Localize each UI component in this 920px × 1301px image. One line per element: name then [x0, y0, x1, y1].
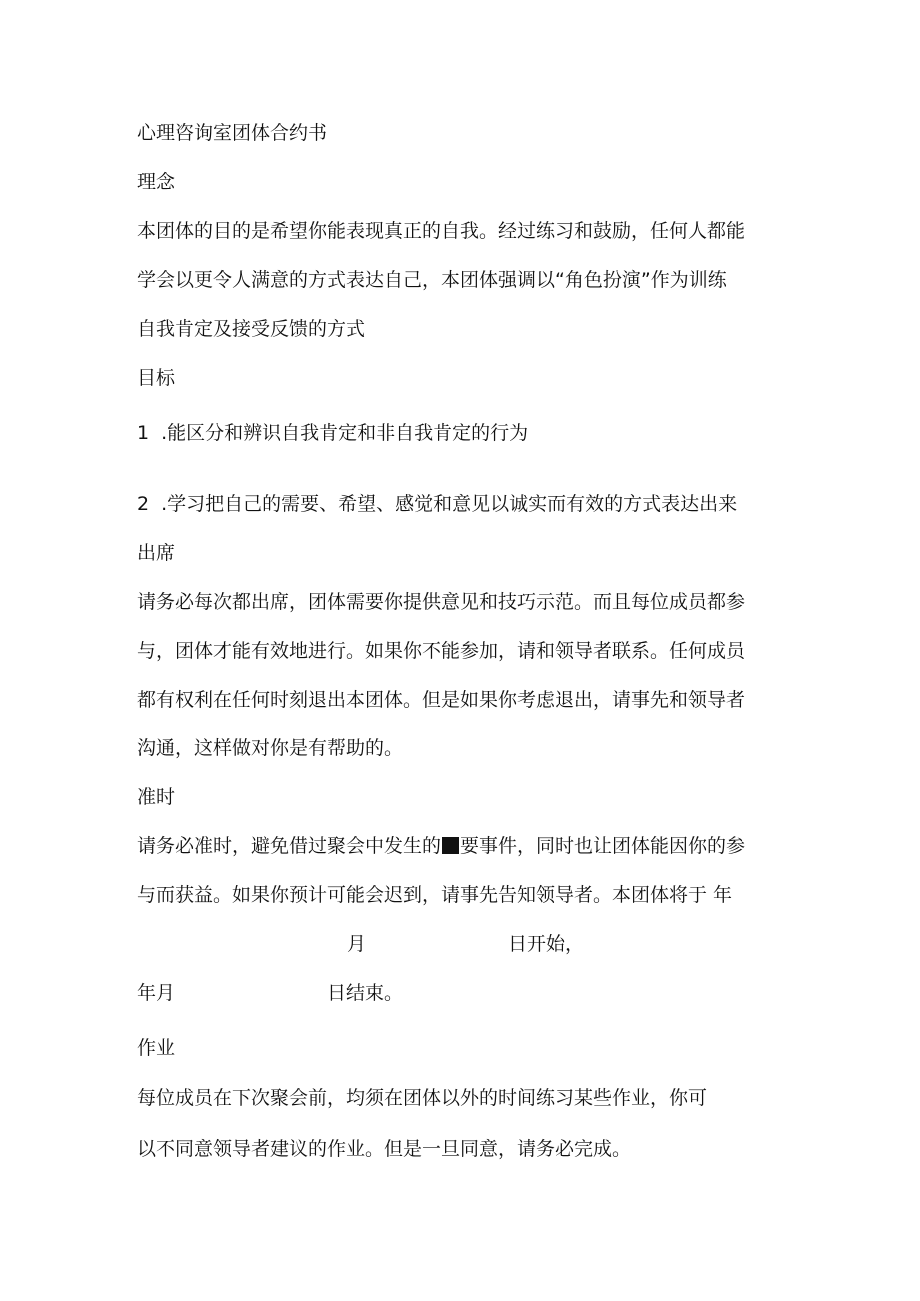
goal-item [137, 421, 528, 445]
goal-text: .能区分和辨识自我肯定和非自我肯定的行为 [161, 422, 529, 444]
section-heading-goals: 目标 [137, 367, 176, 389]
document-title: 心理咨询室团体合约书 [137, 122, 328, 144]
redaction-block [442, 837, 459, 854]
paragraph-line: 都有权利在任何时刻退出本团体。但是如果你考虑退出，请事先和领导者 [137, 689, 746, 711]
paragraph-line [137, 834, 745, 858]
goal-number: 2 [137, 493, 150, 515]
paragraph-line: 与而获益。如果你预计可能会迟到，请事先告知领导者。本团体将于 年 [137, 884, 733, 906]
paragraph-line: 自我肯定及接受反馈的方式 [137, 318, 366, 340]
paragraph-line: 以不同意领导者建议的作业。但是一旦同意，请务必完成。 [137, 1138, 632, 1160]
text-segment: 要事件，同时也让团体能因你的参 [460, 835, 746, 857]
paragraph-line: 学会以更令人满意的方式表达自己，本团体强调以“角色扮演”作为训练 [137, 269, 727, 291]
paragraph-line: 每位成员在下次聚会前，均须在团体以外的时间练习某些作业，你可 [137, 1087, 708, 1109]
paragraph-line: 请务必每次都出席，团体需要你提供意见和技巧示范。而且每位成员都参 [137, 591, 746, 613]
start-month-label: 月 [347, 933, 367, 955]
paragraph-line: 沟通，这样做对你是有帮助的。 [137, 737, 404, 759]
start-day-label: 日开始， [508, 933, 585, 955]
paragraph-line: 本团体的目的是希望你能表现真正的自我。经过练习和鼓励，任何人都能 [137, 220, 746, 242]
goal-item [137, 492, 737, 516]
end-day-label: 日结束。 [327, 982, 404, 1004]
section-heading-homework: 作业 [137, 1037, 176, 1059]
goal-text: .学习把自己的需要、希望、感觉和意见以诚实而有效的方式表达出来 [161, 493, 738, 515]
goal-number: 1 [137, 422, 150, 444]
section-heading-punctuality: 准时 [137, 786, 176, 808]
section-heading-attendance: 出席 [137, 542, 176, 564]
text-segment: 请务必准时，避免借过聚会中发生的 [137, 835, 442, 857]
paragraph-line: 与，团体才能有效地进行。如果你不能参加，请和领导者联系。任何成员 [137, 640, 746, 662]
section-heading-philosophy: 理念 [137, 171, 176, 193]
end-year-month-label: 年月 [137, 982, 176, 1004]
